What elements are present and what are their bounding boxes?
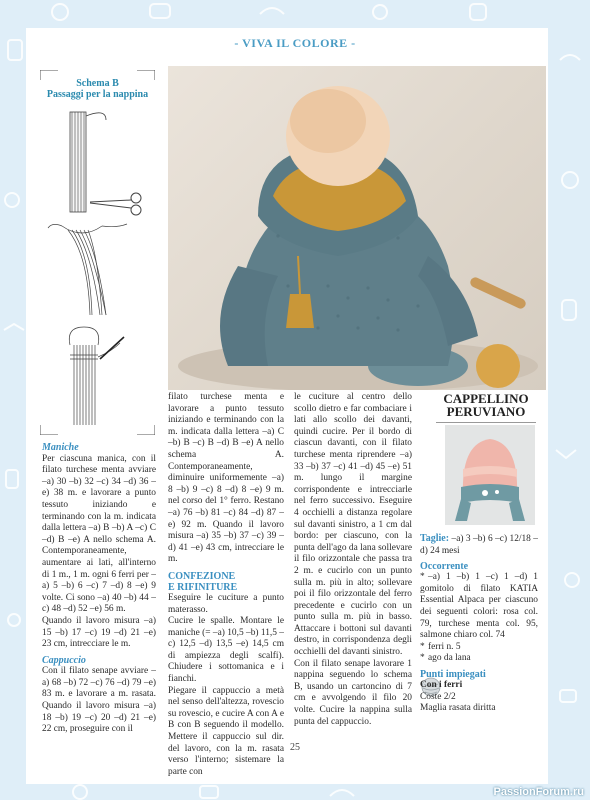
cappuccio-text: Con il filato senape avviare –a) 68 –b) 72 –c) 76 –d) 79 –e) 83 m. e lavorare a m. rasata. Quando il lavoro misura –a) 18 –b) 19 –c) 20 –d) 21 –e) 22 cm, proseguire con il [42, 666, 156, 735]
taglie-text: –a) 3 –b) 6 –c) 12/18 –d) 24 mesi [420, 534, 538, 556]
taglie-label: Taglie: [420, 533, 450, 544]
needle-icon [100, 337, 124, 359]
tassel-step2-illustration [40, 220, 155, 320]
col3-text-2: Con il filato senape lavorare 1 nappina seguendo lo schema B, usando un cartoncino di 7 cm e avvolgendo il filo 20 volte. Cucire la nappina sulla punta del cappuccio. [294, 658, 412, 727]
coste-text: Coste 2/2 [420, 691, 456, 702]
column-2 [168, 392, 284, 778]
con-i-ferri: Con i ferri [420, 679, 463, 690]
confezione-heading-line1: CONFEZIONE [168, 570, 236, 582]
cappuccio-heading: Cappuccio [42, 654, 86, 666]
page-number: 25 [290, 742, 300, 753]
watermark: PassionForum.ru [493, 786, 584, 798]
maniche-text-2: Quando il lavoro misura –a) 15 –b) 17 –c) 19 –d) 21 –e) 23 cm, intrecciare le m. [42, 615, 156, 650]
hat-illustration [445, 425, 535, 525]
baby-sweater-photo [168, 66, 546, 390]
maniche-text: Per ciascuna manica, con il filato turchese menta avviare –a) 30 –b) 32 –c) 34 –d) 36 –e) 38 m. e lavorare a punto tessuto iniziando e terminando con la m. indicata dalla lettera –a) B –b) A –c) C –d) B –e) A nello schema A. Contemporaneamente, aumentare ai lati, all'interno di 1 m., 1 m. ogni 6 ferri per –a) 5 –b) 6 –c) 7 –d) 8 –e) 9 volte. Ci sono –a) 40 –b) 44 –c) 48 –d) 52 –e) 56 m. [42, 453, 156, 615]
schema-title [40, 78, 155, 100]
bullet-icon: * [420, 653, 425, 664]
occorrente-item-1: –a) 1 –b) 1 –c) 1 –d) 1 gomitolo di filato KATIA Essential Alpaca per ciascuno dei seguenti colori: rosa col. 79, turchese menta col. 95, salmone chiaro col. 74 [420, 572, 538, 641]
col2-text-2: Eseguire le cuciture a punto materasso. [168, 592, 284, 615]
cappellino-title-line1: CAPPELLINO [443, 391, 529, 406]
tassel-step1-illustration [40, 106, 155, 216]
schema-b-box [40, 70, 155, 435]
sidebar-text [420, 533, 538, 715]
occorrente-item-3: ago da lana [428, 653, 471, 664]
bullet-icon: * [420, 572, 425, 583]
maniche-heading: Maniche [42, 442, 79, 453]
cappellino-title [436, 392, 536, 423]
cappellino-title-line2: PERUVIANO [446, 404, 526, 419]
col2-text-3: Cucire le spalle. Montare le maniche (= –a) 10,5 –b) 11,5 –c) 12,5 –d) 13,5 –e) 14,5 cm di ampiezza degli scalfi). Chiudere i sottomanica e i fianchi. [168, 616, 284, 685]
photo-illustration [168, 66, 546, 390]
schema-title-line2: Passaggi per la nappina [46, 89, 149, 100]
column-1 [42, 442, 156, 736]
confezione-heading [168, 571, 284, 593]
occorrente-item-2: ferri n. 5 [428, 641, 461, 652]
hat-photo [445, 425, 535, 525]
occorrente-heading: Occorrente [420, 561, 469, 573]
maglia-text: Maglia rasata diritta [420, 703, 496, 714]
col3-text-1: le cuciture al centro dello scollo dietro e far combaciare i lati allo scollo dei davanti, quindi cucire. Per il bordo di ciascun davanti, con il filato turchese menta riprendere –a) 33 –b) 37 –c) 41 –d) 45 –e) 51 m. lungo il margine corrispondente e intrecciarle nel ferro successivo. Eseguire 4 occhielli a distanza regolare sul davanti sinistro, a 1 cm dal bordo: per ciascuno, con la punta dell'ago da lana sollevare il filo orizzontale che passa tra 2 m. e cucirlo con un punto sulla m. più in alto; sollevare poi il filo orizzontale del ferro precedente e cucirlo con un punto sulla m. più in basso. Attaccare i bottoni sul davanti destro, in corrispondenza degli occhielli del davanti sinistro. [294, 392, 412, 658]
col2-text-4: Piegare il cappuccio a metà nel senso dell'altezza, rovescio su rovescio, e cucire A con A e B con B seguendo il modello. Mettere il cappuccio sul dir. del lavoro, con la m. rasata verso l'interno; sistemare la parte con [168, 685, 284, 777]
schema-title-line1: Schema B [76, 78, 119, 89]
tassel-step3-illustration [40, 325, 155, 435]
column-3 [294, 392, 412, 728]
col2-text-1: filato turchese menta e lavorare a punto tessuto iniziando e terminando con la m. indicata dalla lettera –a) C –b) B –c) B –d) B –e) A nello schema A. Contemporaneamente, diminuire uniformemente –a) 8 –b) 9 –c) 8 –d) 8 –e) 9 m. nel corso del 1° ferro. Restano –a) 76 –b) 81 –c) 84 –d) 87 –e) 92 m. Quando il lavoro misura –a) 35 –b) 37 –c) 39 –d) 41 –e) 43 cm, intrecciare le m. [168, 392, 284, 565]
bullet-icon: * [420, 641, 425, 652]
scissors-icon [90, 193, 141, 215]
running-header: - VIVA IL COLORE - [234, 36, 356, 50]
punti-heading: Punti impiegati [420, 668, 486, 680]
confezione-heading-line2: E RIFINITURE [168, 581, 238, 593]
